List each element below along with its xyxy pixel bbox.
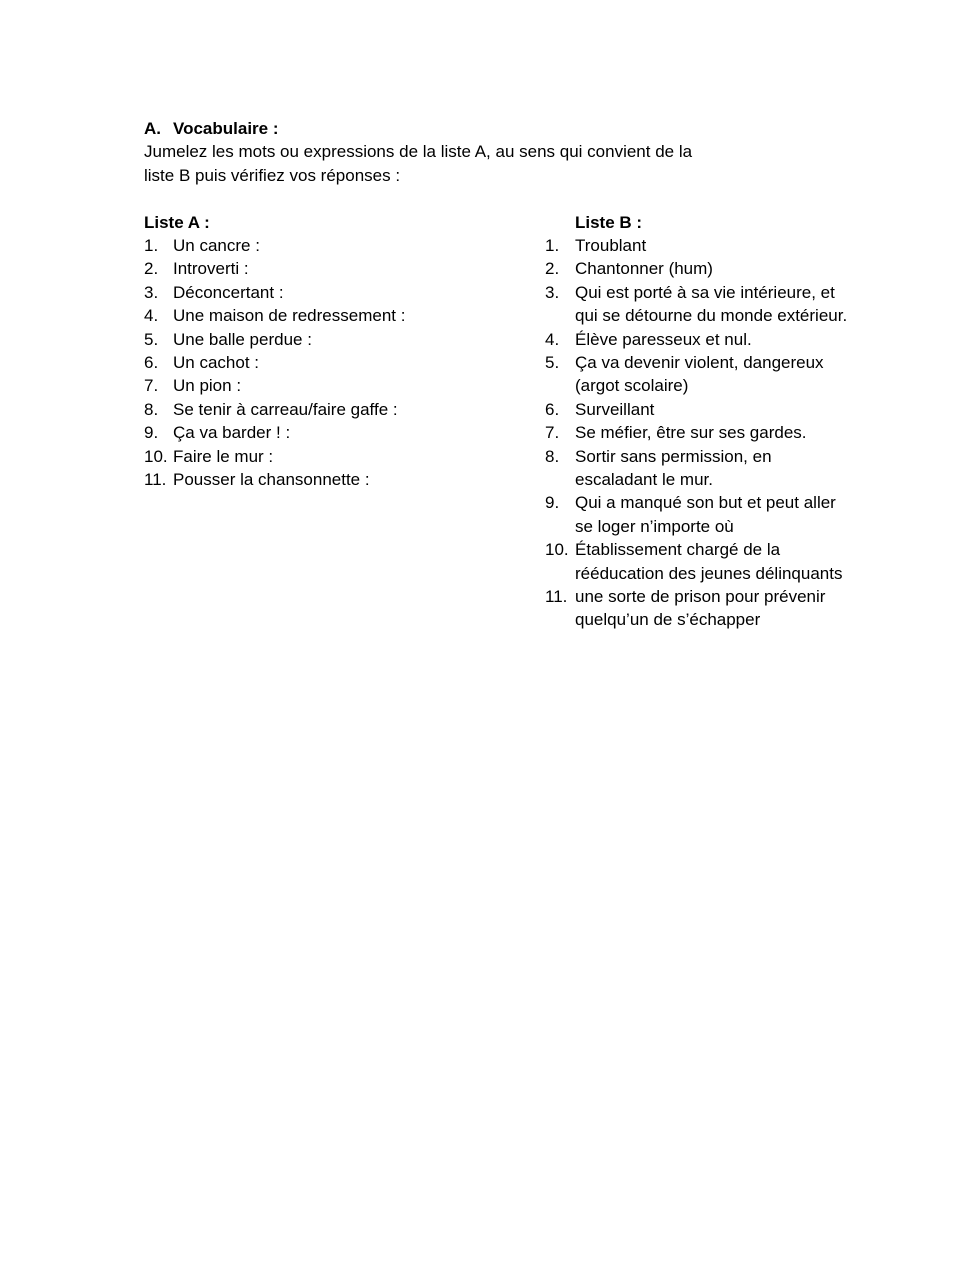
- item-number: 9.: [144, 423, 159, 443]
- list-b-item-2: [545, 257, 875, 280]
- list-a: [144, 234, 524, 491]
- instructions: [144, 140, 724, 187]
- item-number: 2.: [144, 259, 159, 279]
- list-b-item-3: [545, 281, 875, 328]
- item-line: escaladant le mur.: [575, 469, 713, 489]
- item-number: 2.: [545, 259, 560, 279]
- section-title: Vocabulaire :: [173, 119, 279, 138]
- list-a-item-9: [144, 421, 524, 444]
- item-number: 6.: [144, 353, 159, 373]
- item-line: quelqu’un de s’échapper: [575, 610, 761, 630]
- item-number: 8.: [144, 399, 159, 419]
- item-number: 7.: [144, 376, 159, 396]
- item-number: 10.: [545, 540, 569, 560]
- item-number: 11.: [545, 586, 568, 606]
- item-number: 4.: [144, 306, 159, 326]
- item-line: Chantonner (hum): [575, 259, 713, 279]
- list-b: [545, 234, 875, 632]
- instructions-line-1: Jumelez les mots ou expressions de la liste A, au sens qui convient de la: [144, 142, 693, 162]
- item-line: Surveillant: [575, 399, 655, 419]
- list-b-item-8: [545, 445, 875, 492]
- item-number: 7.: [545, 423, 560, 443]
- list-a-item-7: [144, 374, 524, 397]
- list-a-item-6: [144, 351, 524, 374]
- section-marker: A.: [144, 119, 161, 138]
- item-line: Qui a manqué son but et peut aller: [575, 493, 836, 513]
- item-number: 8.: [545, 446, 560, 466]
- item-number: 5.: [545, 353, 560, 372]
- item-text: Un pion :: [173, 376, 242, 396]
- item-line: Se méfier, être sur ses gardes.: [575, 423, 807, 443]
- instructions-line-2: liste B puis vérifiez vos réponses :: [144, 165, 401, 185]
- list-a-item-1: [144, 234, 524, 257]
- section-heading: [144, 117, 279, 140]
- item-text: Déconcertant :: [173, 282, 284, 302]
- list-b-item-9: [545, 491, 875, 538]
- item-line: rééducation des jeunes délinquants: [575, 563, 843, 583]
- item-number: 1.: [545, 236, 560, 255]
- item-line: qui se détourne du monde extérieur.: [575, 306, 848, 326]
- item-text: Ça va barder ! :: [173, 423, 291, 443]
- item-number: 1.: [144, 236, 159, 255]
- item-text: [575, 491, 836, 538]
- item-text: Un cancre :: [173, 236, 260, 255]
- list-b-title: Liste B :: [575, 212, 643, 232]
- item-text: Faire le mur :: [173, 446, 274, 466]
- item-text: [575, 351, 824, 398]
- item-text: Un cachot :: [173, 353, 259, 373]
- item-number: 10.: [144, 446, 168, 466]
- item-text: [575, 445, 772, 492]
- list-a-item-2: [144, 257, 524, 280]
- item-text: Introverti :: [173, 259, 249, 279]
- list-a-item-5: [144, 328, 524, 351]
- item-line: se loger n’importe où: [575, 516, 734, 536]
- item-line: Sortir sans permission, en: [575, 446, 772, 466]
- list-b-item-11: [545, 585, 875, 632]
- item-number: 3.: [144, 282, 159, 302]
- item-line: Ça va devenir violent, dangereux: [575, 353, 824, 372]
- list-b-item-5: [545, 351, 875, 398]
- item-line: une sorte de prison pour prévenir: [575, 586, 826, 606]
- list-a-item-3: [144, 281, 524, 304]
- list-a-item-10: [144, 445, 524, 468]
- list-a-item-4: [144, 304, 524, 327]
- item-text: [575, 234, 646, 257]
- item-text: Se tenir à carreau/faire gaffe :: [173, 399, 398, 419]
- list-a-item-11: [144, 468, 524, 491]
- item-text: Une balle perdue :: [173, 329, 312, 349]
- item-text: Une maison de redressement :: [173, 306, 406, 326]
- item-line: Élève paresseux et nul.: [575, 329, 752, 349]
- list-b-item-1: [545, 234, 875, 257]
- item-text: [575, 421, 807, 444]
- item-text: [575, 328, 752, 351]
- item-text: [575, 257, 713, 280]
- item-number: 4.: [545, 329, 560, 349]
- item-line: Qui est porté à sa vie intérieure, et: [575, 282, 835, 302]
- item-text: Pousser la chansonnette :: [173, 470, 370, 490]
- item-number: 3.: [545, 282, 560, 302]
- item-line: Établissement chargé de la: [575, 540, 781, 560]
- item-number: 6.: [545, 399, 560, 419]
- item-line: (argot scolaire): [575, 376, 689, 396]
- item-number: 5.: [144, 329, 159, 349]
- item-text: [575, 585, 825, 632]
- item-number: 9.: [545, 493, 560, 513]
- item-text: [575, 538, 842, 585]
- item-text: [575, 398, 654, 421]
- item-text: [575, 281, 847, 328]
- list-b-item-6: [545, 398, 875, 421]
- list-b-item-4: [545, 328, 875, 351]
- list-a-title: Liste A :: [144, 212, 210, 232]
- item-line: Troublant: [575, 236, 647, 255]
- list-b-item-7: [545, 421, 875, 444]
- item-number: 11.: [144, 470, 167, 490]
- list-a-item-8: [144, 398, 524, 421]
- list-b-item-10: [545, 538, 875, 585]
